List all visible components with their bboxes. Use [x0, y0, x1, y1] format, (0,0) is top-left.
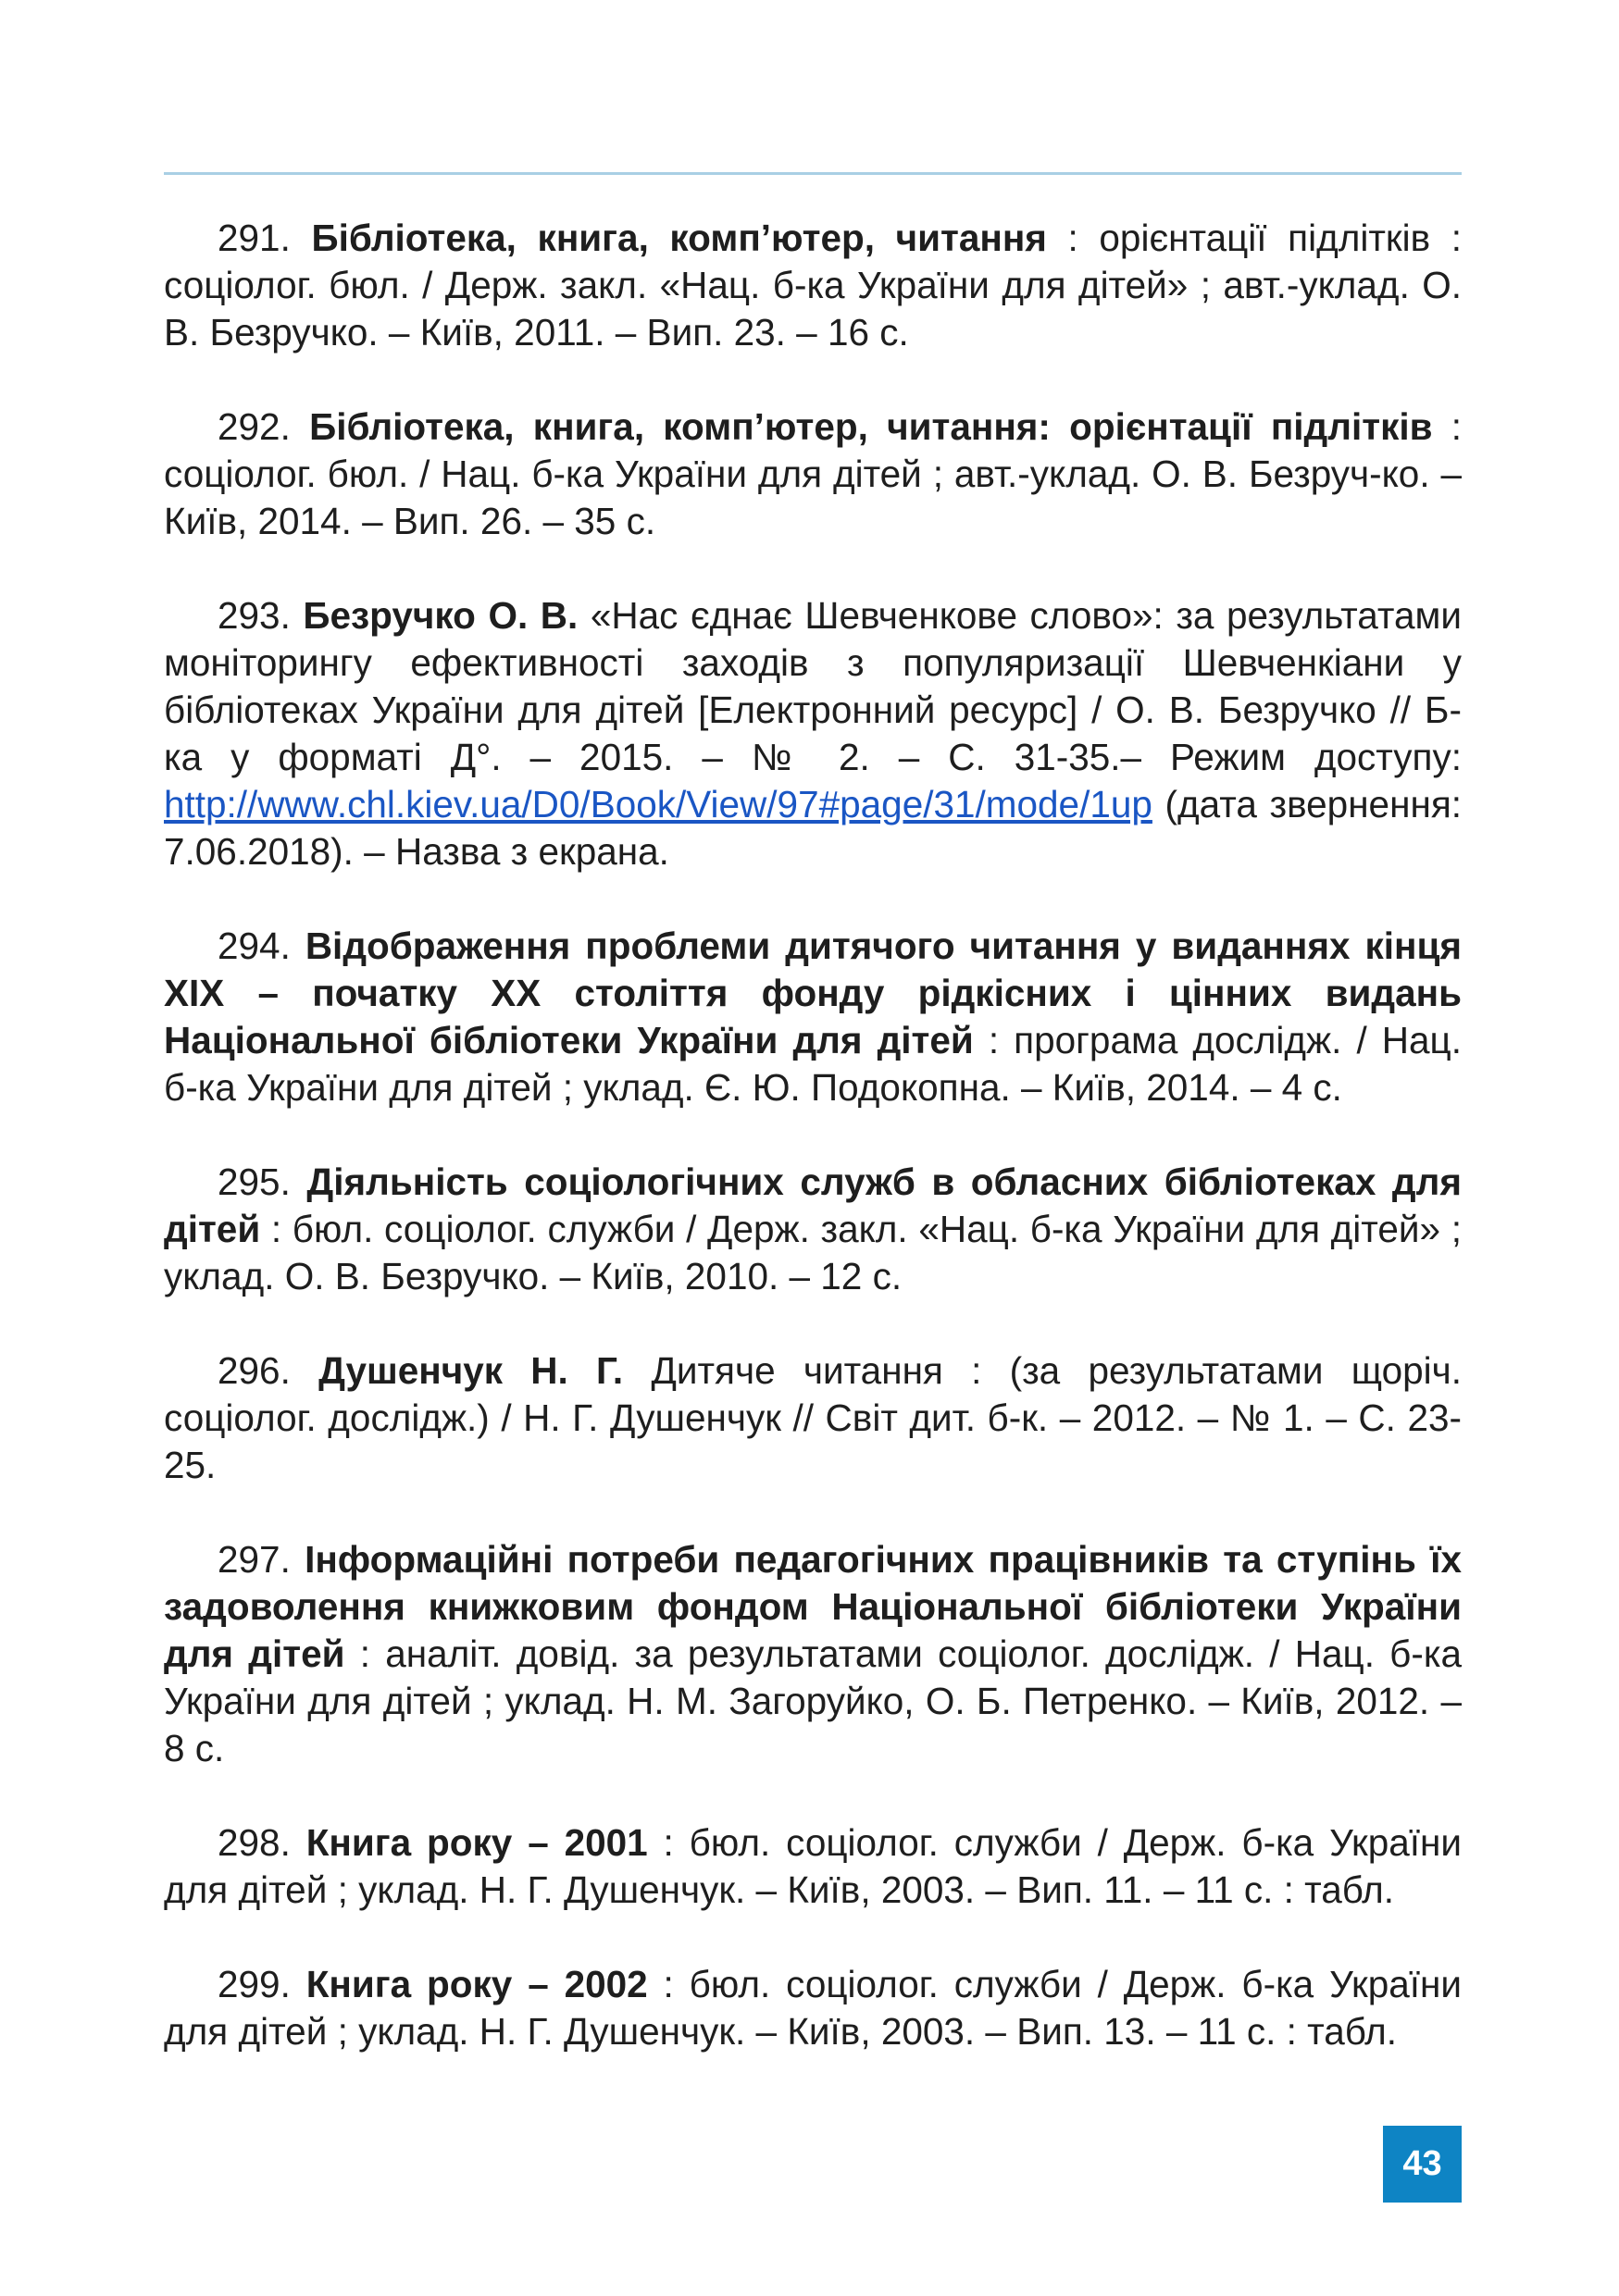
entry-title: Відображення проблеми дитячого читання у виданнях кінця XIX – початку XX століття фонду рідкісних і цінних видань Національної бібліотеки України для дітей: [164, 925, 1462, 1061]
page-number-badge: 43: [1383, 2126, 1462, 2203]
bibliography-entry: [164, 1819, 1462, 1914]
bibliography-entry: [164, 592, 1462, 875]
entry-title: Бібліотека, книга, комп’ютер, читання: [311, 217, 1047, 259]
bibliography-entry: [164, 923, 1462, 1111]
bibliography-entry: [164, 1536, 1462, 1772]
entry-details: : бюл. соціолог. служби / Держ. б-ка України для дітей ; уклад. Н. Г. Душенчук. – Київ, 2003. – Вип. 13. – 11 с. : табл.: [164, 1963, 1462, 2053]
entry-number: 298.: [218, 1821, 291, 1864]
entry-details: : програма дослідж. / Нац. б-ка України для дітей ; уклад. Є. Ю. Подокопна. – Київ, 2014. – 4 с.: [164, 1019, 1462, 1109]
entry-title: Книга року – 2001: [305, 1821, 648, 1864]
entry-number: 295.: [218, 1160, 291, 1203]
entry-url-link[interactable]: http://www.chl.kiev.ua/D0/Book/View/97#page/31/mode/1up: [164, 783, 1152, 825]
entry-title: Безручко О. В.: [303, 594, 579, 637]
entry-details: : орієнтації підлітків : соціолог. бюл. / Держ. закл. «Нац. б-ка України для дітей» ; авт.-уклад. О. В. Безручко. – Київ, 2011. – Вип. 23. – 16 с.: [164, 217, 1462, 354]
bibliography-entry: [164, 1961, 1462, 2055]
entry-details: : аналіт. довід. за результатами соціолог. дослідж. / Нац. б-ка України для дітей ; уклад. Н. М. Загоруйко, О. Б. Петренко. – Київ, 2012. – 8 с.: [164, 1632, 1463, 1769]
entry-details: : бюл. соціолог. служби / Держ. б-ка України для дітей ; уклад. Н. Г. Душенчук. – Київ, 2003. – Вип. 11. – 11 с. : табл.: [164, 1821, 1462, 1911]
entry-number: 293.: [218, 594, 291, 637]
entry-access-date: (дата звернення: 7.06.2018). – Назва з екрана.: [164, 783, 1462, 873]
bibliography-entry: [164, 215, 1462, 356]
entry-title: Діяльність соціологічних служб в обласних бібліотеках для дітей: [164, 1160, 1462, 1250]
entry-number: 296.: [218, 1349, 291, 1392]
entry-number: 294.: [218, 925, 291, 967]
entry-details: «Нас єднає Шевченкове слово»: за результатами моніторингу ефективності заходів з популяризації Шевченкіани у бібліотеках України для дітей [Електронний ресурс] / О. В. Безручко // Б-ка у форматі Д°. – 2015. – № 2. – С. 31-35.– Режим доступу:: [164, 594, 1462, 778]
entry-number: 297.: [218, 1538, 291, 1581]
entry-title: Душенчук Н. Г.: [318, 1349, 624, 1392]
entry-details: : бюл. соціолог. служби / Держ. закл. «Нац. б-ка України для дітей» ; уклад. О. В. Безручко. – Київ, 2010. – 12 с.: [164, 1208, 1462, 1297]
bibliography-entry: [164, 1159, 1462, 1300]
header-divider: [164, 172, 1462, 175]
bibliography-list: [164, 215, 1462, 2103]
entry-title: Інформаційні потреби педагогічних працівників та ступінь їх задоволення книжковим фондом Національної бібліотеки України для дітей: [164, 1538, 1462, 1675]
bibliography-entry: [164, 403, 1462, 545]
entry-title: Бібліотека, книга, комп’ютер, читання: орієнтації підлітків: [309, 405, 1433, 448]
entry-title: Книга року – 2002: [305, 1963, 648, 2005]
entry-details: Дитяче читання : (за результатами щоріч. соціолог. дослідж.) / Н. Г. Душенчук // Світ дит. б-к. – 2012. – № 1. – С. 23-25.: [164, 1349, 1462, 1486]
entry-details: : соціолог. бюл. / Нац. б-ка України для дітей ; авт.-уклад. О. В. Безруч-ко. – Київ, 2014. – Вип. 26. – 35 с.: [164, 405, 1462, 542]
entry-number: 292.: [218, 405, 291, 448]
bibliography-entry: [164, 1347, 1462, 1489]
entry-number: 291.: [218, 217, 291, 259]
entry-number: 299.: [218, 1963, 291, 2005]
